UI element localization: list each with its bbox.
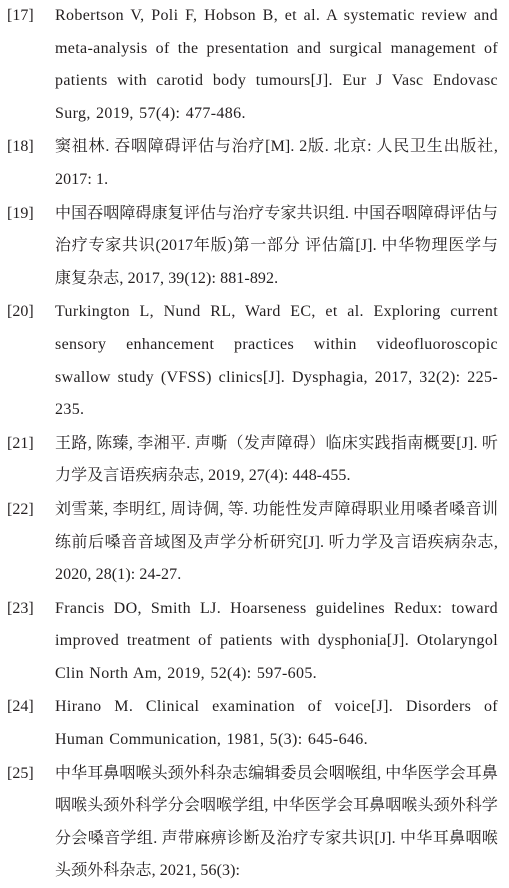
- reference-number: [24]: [7, 698, 34, 716]
- reference-text: 刘雪莱, 李明红, 周诗倜, 等. 功能性发声障碍职业用嗓者嗓音训练前后嗓音音域图及声学分析研究[J]. 听力学及言语疾病杂志, 2020, 28(1): 24-27.: [55, 500, 498, 584]
- reference-text: Francis DO, Smith LJ. Hoarseness guidelines Redux: toward improved treatment of patients with dysphonia[J]. Otolaryngol Clin North Am, 2019, 52(4): 597-605.: [55, 599, 498, 682]
- reference-number: [19]: [7, 204, 34, 222]
- reference-number: [21]: [7, 434, 34, 452]
- reference-number: [25]: [7, 764, 34, 782]
- reference-item: [0, 198, 509, 296]
- reference-text: Robertson V, Poli F, Hobson B, et al. A systematic review and meta-analysis of the presentation and surgical management of patients with carotid body tumours[J]. Eur J Vasc Endovasc Surg, 2019, 57(4): 477-486.: [55, 7, 498, 122]
- reference-text: 窦祖林. 吞咽障碍评估与治疗[M]. 2版. 北京: 人民卫生出版社, 2017: 1.: [55, 138, 498, 188]
- reference-item: [0, 593, 509, 691]
- reference-number: [23]: [7, 599, 34, 617]
- reference-item: [0, 296, 509, 426]
- reference-item: [0, 0, 509, 130]
- reference-text: Turkington L, Nund RL, Ward EC, et al. Exploring current sensory enhancement practices within videofluoroscopic swallow study (VFSS) clinics[J]. Dysphagia, 2017, 32(2): 225-235.: [55, 303, 498, 419]
- reference-item: [0, 494, 509, 592]
- reference-number: [22]: [7, 500, 34, 518]
- reference-text: 王路, 陈臻, 李湘平. 声嘶（发声障碍）临床实践指南概要[J]. 听力学及言语疾病杂志, 2019, 27(4): 448-455.: [55, 434, 498, 485]
- reference-text: Hirano M. Clinical examination of voice[J]. Disorders of Human Communication, 1981, 5(3): 645-646.: [55, 698, 498, 749]
- reference-item: [0, 758, 509, 888]
- reference-text: 中华耳鼻咽喉头颈外科杂志编辑委员会咽喉组, 中华医学会耳鼻咽喉头颈外科学分会咽喉学组, 中华医学会耳鼻咽喉头颈外科学分会嗓音学组. 声带麻痹诊断及治疗专家共识[J]. 中华耳鼻咽喉头颈外科杂志, 2021, 56(3):: [55, 764, 498, 880]
- reference-number: [17]: [7, 7, 34, 24]
- reference-text: 中国吞咽障碍康复评估与治疗专家共识组. 中国吞咽障碍评估与治疗专家共识(2017年版)第一部分 评估篇[J]. 中华物理医学与康复杂志, 2017, 39(12): 881-892.: [55, 204, 498, 287]
- reference-item: [0, 691, 509, 756]
- reference-number: [20]: [7, 303, 34, 321]
- reference-item: [0, 428, 509, 493]
- reference-number: [18]: [7, 138, 34, 156]
- reference-item: [0, 131, 509, 196]
